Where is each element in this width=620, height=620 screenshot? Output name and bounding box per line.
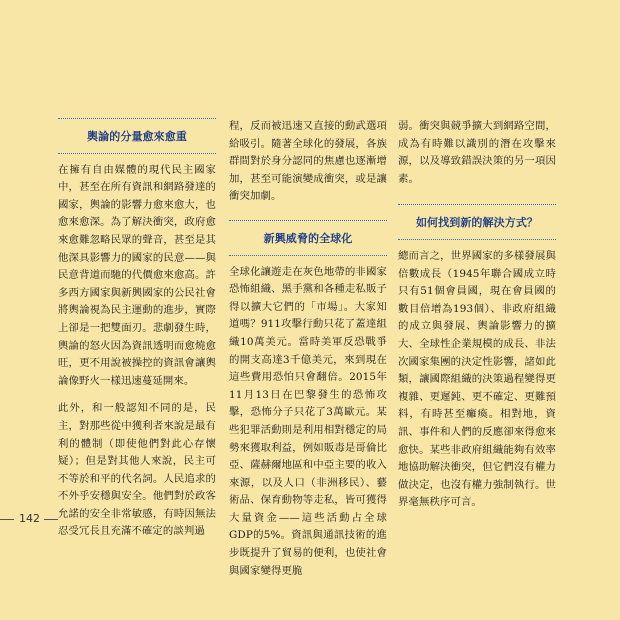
column-3 [398,118,556,512]
body-paragraph: 弱。衝突與競爭擴大到網路空間，成為有時難以識別的潛在攻擊來源，以及導致錯誤決策的另一項因素。 [398,120,556,185]
page-number: 142 [19,512,40,525]
column-2 [229,118,387,580]
body-paragraph: 程，反而被迅速又直接的動武選項給吸引。隨著全球化的發展，各族群間對於身分認同的焦慮也逐漸增加，甚至可能演變成衝突，或是讓衝突加劇。 [229,120,387,203]
body-paragraph: 此外，和一般認知不同的是，民主，對那些從中獲利者來說是最有利的體制（即使他們對此心存懷疑）；但是對其他人來說，民主可不等於和平的代名詞。人民追求的不外乎安穩與安全。他們對於政客允諾的安全非常敏感，有時因無法忍受冗長且充滿不確定的談判過 [58,402,216,538]
page-number-rule-left [0,519,14,520]
body-paragraph: 在擁有自由媒體的現代民主國家中，甚至在所有資訊和網路發達的國家，輿論的影響力愈來愈大，也愈來愈深。為了解決衝突，政府愈來愈難忽略民眾的聲音，甚至是其他深具影響力的國家的民意——與民意背道而馳的代價愈來愈高。許多西方國家與新興國家的公民社會將輿論視為民主運動的進步，實際上卻是一把雙面刃。悲劇發生時，輿論的怒火因為資訊透明而愈燒愈旺，更不用說被操控的資訊會讓輿論像野火一樣迅速蔓延開來。 [58,163,216,387]
section-heading-new-solutions: 如何找到新的解決方式？ [398,204,556,240]
body-paragraph: 全球化讓遊走在灰色地帶的非國家恐怖組織、黑手黨和各種走私販子得以擴大它們的「市場」。大家知道嗎？911攻擊行動只花了蓋達組織10萬美元。當時美軍反恐戰爭的開支高達3千億美元，來到現在這些費用恐怕只會翻倍。2015年11月13日在巴黎發生的恐怖攻擊，恐怖分子只花了3萬歐元。某些犯罪活動則是利用相對穩定的局勢來獲取利益，例如販毒是哥倫比亞、薩赫爾地區和中亞主要的收入來源，以及人口（非洲移民）、藝術品、保育動物等走私，皆可獲得大量資金——這些活動占全球GDP的5%。資訊與通訊技術的進步既提升了貿易的便利，也使社會與國家變得更脆 [229,265,387,577]
column-1 [58,118,216,541]
page-number-rule-right [44,519,58,520]
body-paragraph: 總而言之，世界國家的多樣發展與倍數成長（1945年聯合國成立時只有51個會員國，現在會員國的數目倍增為193個）、非政府組織的成立與發展、輿論影響力的擴大、全球性企業規模的成長、非法次國家集團的決定性影響，諸如此類，讓國際組織的決策過程變得更複雜、更遲鈍、更不確定、更難預料，有時甚至癱瘓。相對地，資訊、事件和人們的反應卻來得愈來愈快。某些非政府組織能夠有效率地協助解決衝突，但它們沒有權力做決定，也沒有權力強制執行。世界毫無秩序可言。 [398,249,556,509]
section-heading-public-opinion: 輿論的分量愈來愈重 [58,118,216,154]
section-heading-emerging-threats: 新興威脅的全球化 [229,220,387,256]
